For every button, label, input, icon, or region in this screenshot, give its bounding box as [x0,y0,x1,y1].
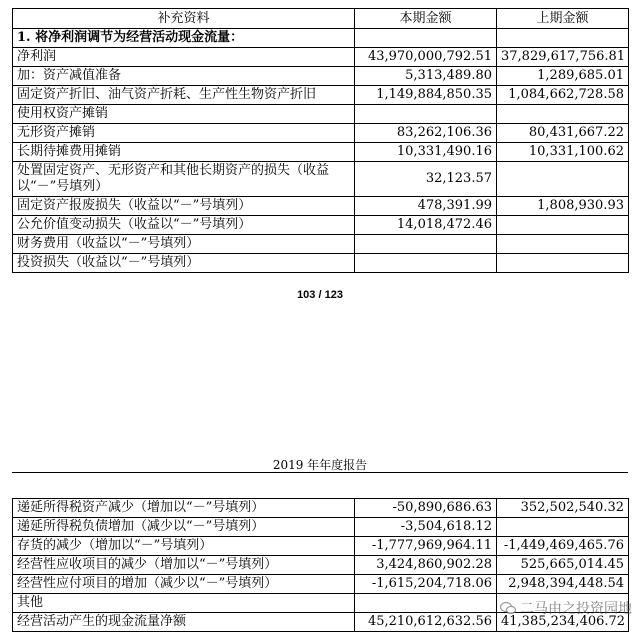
table-row [13,143,629,162]
current-amount: -3,504,618.12 [355,518,497,537]
table-row [13,254,629,273]
table-row [13,86,629,105]
header-rule [12,472,628,473]
current-amount: 32,123.57 [355,162,497,197]
header-previous-period: 上期金额 [497,9,629,29]
row-label: 经营性应付项目的增加（减少以“－”号填列） [13,575,355,594]
previous-amount: 2,948,394,448.54 [497,575,629,594]
current-amount: 5,313,489.80 [355,67,497,86]
table-row [13,216,629,235]
row-label: 递延所得税负债增加（减少以“－”号填列） [13,518,355,537]
current-amount: 83,262,106.36 [355,124,497,143]
previous-amount: 37,829,617,756.81 [497,48,629,67]
row-label: 无形资产摊销 [13,124,355,143]
previous-amount: -1,449,469,465.76 [497,537,629,556]
table-row [13,556,629,575]
report-title: 2019 年年度报告 [272,458,368,472]
table-row [13,48,629,67]
current-amount: 45,210,612,632.56 [355,613,497,632]
row-label: 存货的减少（增加以“－”号填列） [13,537,355,556]
previous-amount: 80,431,667.22 [497,124,629,143]
row-label: 递延所得税资产减少（增加以“－”号填列） [13,499,355,518]
table-row [13,499,629,518]
current-amount [355,105,497,124]
previous-amount: 1,289,685.01 [497,67,629,86]
current-amount: 10,331,490.16 [355,143,497,162]
row-label: 加：资产减值准备 [13,67,355,86]
table-row [13,518,629,537]
row-label: 投资损失（收益以“－”号填列） [13,254,355,273]
previous-amount: 1,808,930.93 [497,197,629,216]
row-label: 长期待摊费用摊销 [13,143,355,162]
previous-amount: 525,665,014.45 [497,556,629,575]
wechat-icon [500,601,516,615]
current-amount [355,594,497,613]
row-label: 使用权资产摊销 [13,105,355,124]
header-current-period: 本期金额 [355,9,497,29]
previous-amount [497,105,629,124]
table-row [13,197,629,216]
supplement-table-part1 [12,8,629,273]
table-row [13,162,629,197]
previous-amount [497,254,629,273]
current-amount: 1,149,884,850.35 [355,86,497,105]
current-amount: -1,777,969,964.11 [355,537,497,556]
previous-amount: 1,084,662,728.58 [497,86,629,105]
table-row [13,575,629,594]
row-label: 公允价值变动损失（收益以“－”号填列） [13,216,355,235]
previous-amount [497,235,629,254]
row-label: 固定资产折旧、油气资产折耗、生产性生物资产折旧 [13,86,355,105]
table-row [13,235,629,254]
table-row [13,67,629,86]
row-label: 经营活动产生的现金流量净额 [13,613,355,632]
current-amount: -1,615,204,718.06 [355,575,497,594]
section-title-cur [355,29,497,48]
current-amount [355,254,497,273]
row-label: 固定资产报废损失（收益以“－”号填列） [13,197,355,216]
current-amount [355,235,497,254]
current-amount: 43,970,000,792.51 [355,48,497,67]
page-number: 103 / 123 [297,289,343,301]
row-label: 处置固定资产、无形资产和其他长期资产的损失（收益以“－”号填列） [13,162,355,197]
previous-amount: 10,331,100.62 [497,143,629,162]
table-row [13,537,629,556]
watermark [500,598,632,618]
row-label: 净利润 [13,48,355,67]
previous-amount: 41,385,234,406.72 [497,613,629,632]
previous-amount [497,162,629,197]
previous-amount [497,216,629,235]
previous-amount [497,518,629,537]
current-amount: 3,424,860,902.28 [355,556,497,575]
previous-amount: 352,502,540.32 [497,499,629,518]
row-label: 经营性应收项目的减少（增加以“－”号填列） [13,556,355,575]
table-header-row [13,9,629,29]
section-title-row [13,29,629,48]
current-amount: 14,018,472.46 [355,216,497,235]
row-label: 财务费用（收益以“－”号填列） [13,235,355,254]
table-row [13,124,629,143]
current-amount: -50,890,686.63 [355,499,497,518]
watermark-text: 二马由之投资园地 [520,601,632,617]
header-item: 补充资料 [13,9,355,29]
section-title: 1. 将净利润调节为经营活动现金流量： [13,29,355,48]
row-label: 其他 [13,594,355,613]
section-title-prev [497,29,629,48]
current-amount: 478,391.99 [355,197,497,216]
table-row [13,105,629,124]
